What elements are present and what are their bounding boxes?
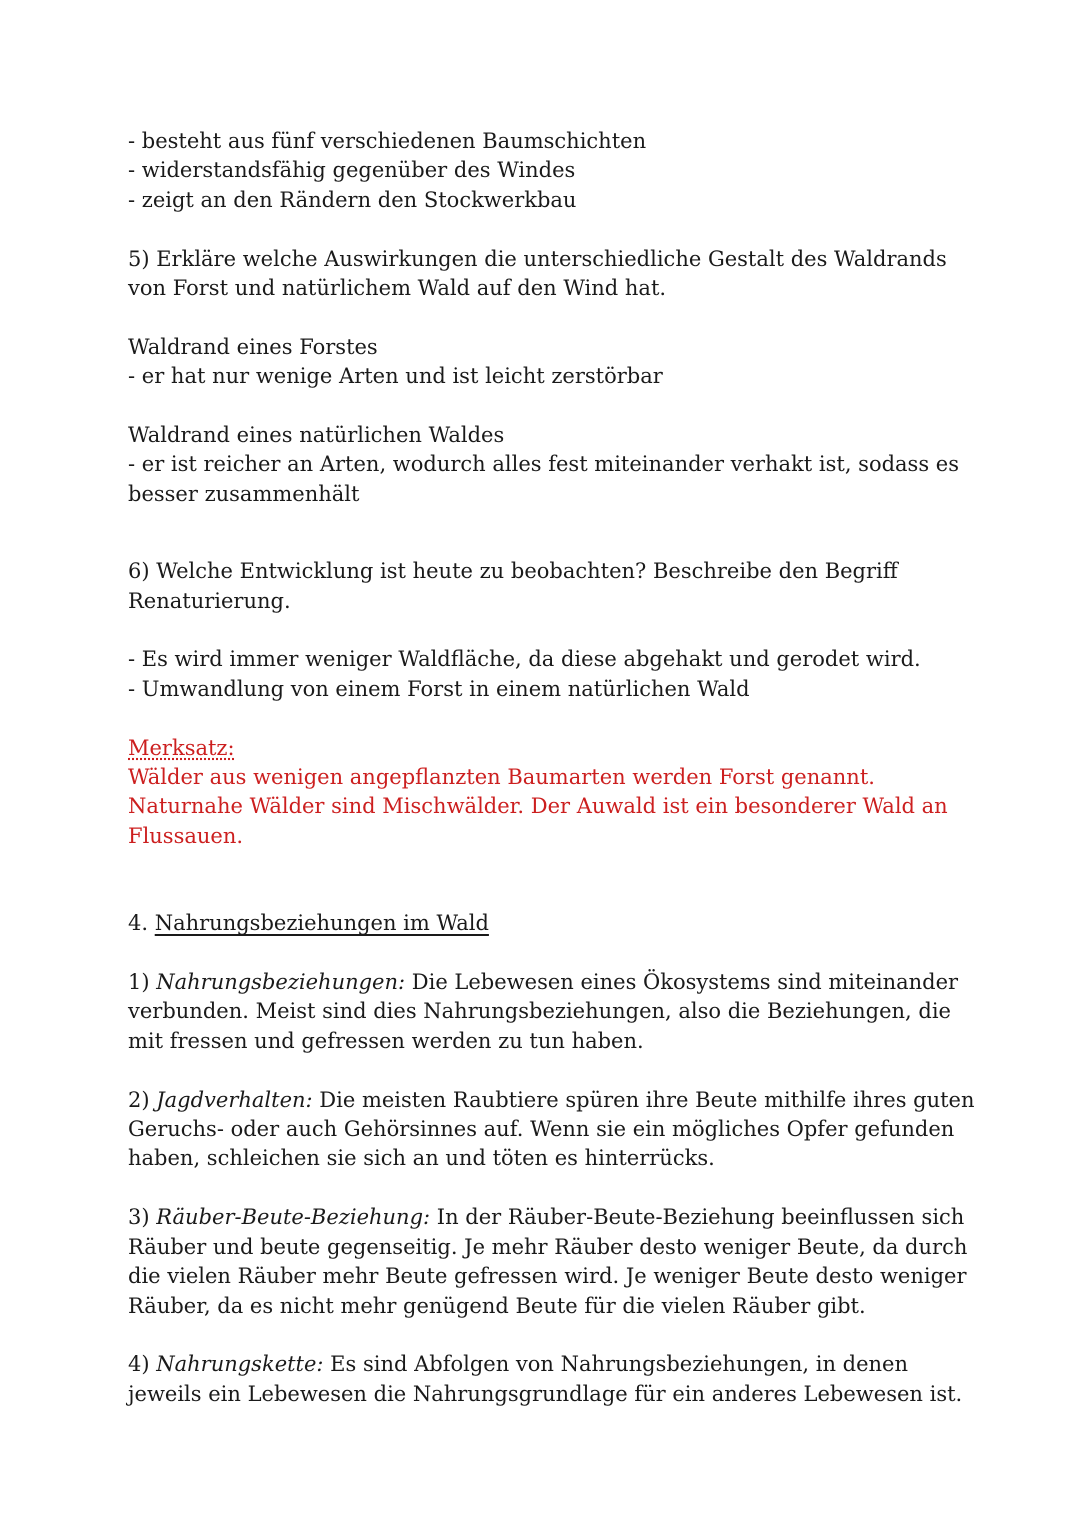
forst-text: - er hat nur wenige Arten und ist leicht zerstörbar — [128, 364, 663, 389]
definition-3 — [128, 1203, 988, 1321]
section-heading — [128, 909, 988, 938]
definition-2 — [128, 1086, 988, 1174]
definition-number: 1) — [128, 970, 157, 995]
definition-term: Jagdverhalten: — [156, 1087, 313, 1112]
definition-number: 4) — [128, 1352, 157, 1377]
document-page — [128, 127, 988, 1409]
definition-text: Die Lebewesen eines Ökosystems sind miteinander verbunden. Meist sind dies Nahrungsbeziehungen, also die Beziehungen, die mit fressen und gefressen werden zu tun haben. — [128, 970, 959, 1053]
definition-number: 3) — [128, 1205, 157, 1230]
merksatz-text: Wälder aus wenigen angepflanzten Baumarten werden Forst genannt. Naturnahe Wälder sind Mischwälder. Der Auwald ist ein besonderer Wald an Flussauen. — [128, 765, 948, 848]
definition-1 — [128, 968, 988, 1056]
answer-6-1: - Es wird immer weniger Waldfläche, da diese abgehakt und gerodet wird. — [128, 647, 921, 672]
definition-4 — [128, 1350, 988, 1409]
natur-text: - er ist reicher an Arten, wodurch alles fest miteinander verhakt ist, sodass es besser zusammenhält — [128, 452, 959, 506]
list-item: - zeigt an den Rändern den Stockwerkbau — [128, 187, 577, 212]
definition-text: Die meisten Raubtiere spüren ihre Beute mithilfe ihres guten Geruchs- oder auch Gehörsinnes auf. Wenn sie ein mögliches Opfer gefunden haben, schleichen sie sich an und töten es hinterrücks. — [128, 1087, 975, 1171]
natur-title: Waldrand eines natürlichen Waldes — [128, 423, 505, 448]
list-item: - widerstandsfähig gegenüber des Windes — [128, 158, 576, 183]
merksatz-block — [128, 734, 988, 763]
list-item: - besteht aus fünf verschiedenen Baumschichten — [128, 129, 647, 153]
definition-term: Räuber-Beute-Beziehung: — [156, 1205, 431, 1230]
definition-term: Nahrungsbeziehungen: — [156, 970, 406, 995]
answer-6-2: - Umwandlung von einem Forst in einem natürlichen Wald — [128, 676, 750, 701]
definition-text: Es sind Abfolgen von Nahrungsbeziehungen, in denen jeweils ein Lebewesen die Nahrungsgrundlage für ein anderes Lebewesen ist. — [128, 1352, 963, 1406]
forst-title: Waldrand eines Forstes — [128, 334, 378, 359]
definition-text: In der Räuber-Beute-Beziehung beeinflussen sich Räuber und beute gegenseitig. Je mehr Räuber desto weniger Beute, da durch die vielen Räuber mehr Beute gefressen wird. Je weniger Beute desto weniger Räuber, da es nicht mehr genügend Beute für die vielen Räuber gibt. — [128, 1205, 968, 1318]
question-6: 6) Welche Entwicklung ist heute zu beobachten? Beschreibe den Begriff Renaturierung. — [128, 559, 898, 613]
definition-number: 2) — [128, 1087, 157, 1112]
section-title: Nahrungsbeziehungen im Wald — [154, 911, 489, 936]
question-5: 5) Erkläre welche Auswirkungen die unterschiedliche Gestalt des Waldrands von Forst und natürlichem Wald auf den Wind hat. — [128, 246, 947, 301]
merksatz-label: Merksatz: — [128, 735, 235, 760]
section-number: 4. — [128, 911, 155, 936]
definition-term: Nahrungskette: — [156, 1352, 324, 1377]
